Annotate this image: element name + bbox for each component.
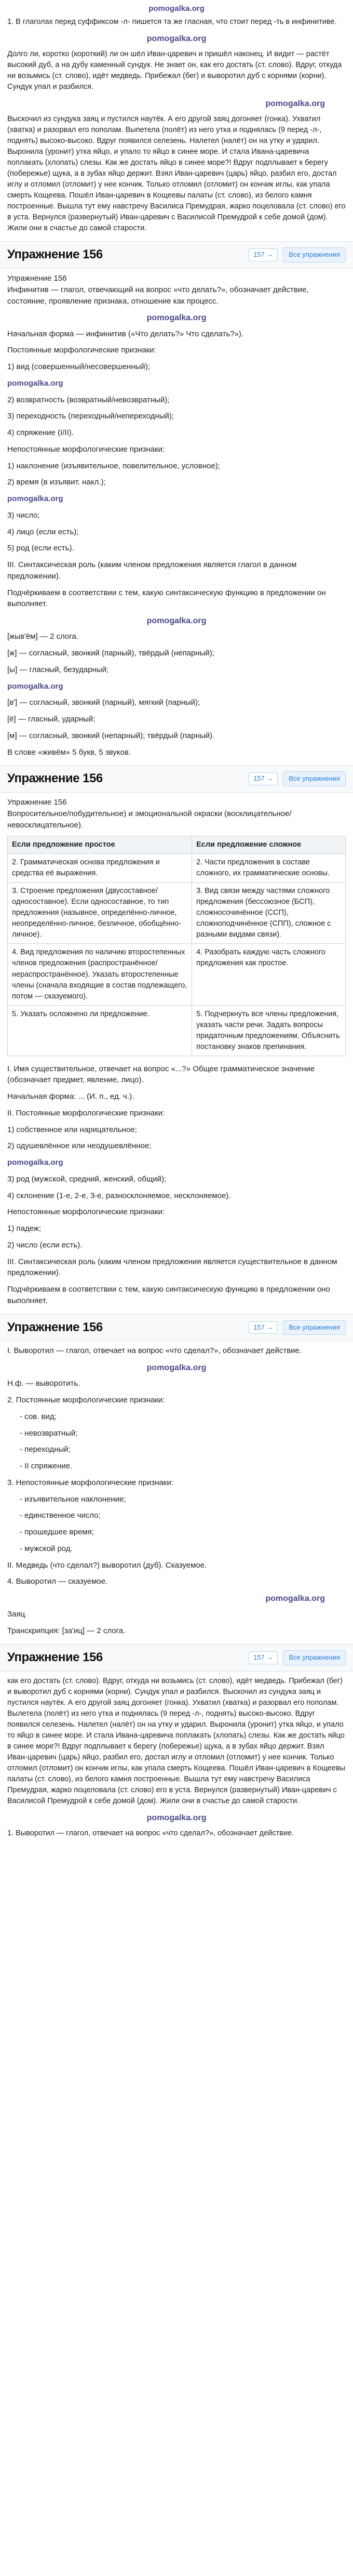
table-cell: 2. Части предложения в составе сложного, их грамматические основы. [192,854,346,883]
initial-form: Начальная форма: ... (И. п., ед. ч.). [7,1092,134,1101]
text-paragraph: Выскочил из сундука заяц и пустился наутёк. А его другой заяц догоняет (гонка). Ухватил (хватка) и разорвал его пополам. Выпетела (полёт) из него утка и поднялась (9 перед -л-, поднять) высоко-высоко. Вдруг появился селезень. Налетел (налёт) он на утку и ударил. Выронила (уронит) утка яйцо, и упало то яйцо в синее море. И стала Ивана-царевича поплакать (хлопать) слезы. Как же достать яйцо в синее море?! Вдруг подплывает к берегу (побережье) щука, а в зубах яйцо держит. Взял Иван-царевич (царь) яйцо, разбил его, достал иглу и отломил (отломит) у нее кончик. Только отломил (отломит) он кончик иглы, как упала смерть Кощеева. Пошёл Иван-царевич в Кощеевы палаты (ст. слово), из белого камня построенные. Вышла тут ему навстречу Василиса Премудрая, жарко поцеловала (ст. слово) его в уста. Вернулся (развернутый) Иван-царевич с Василисой Премудрой к себе домой (дом). Жили они в счастье до самой старости. [7,115,346,233]
exercise-title: Упражнение 156 [7,771,103,786]
initial-form: Н.ф. — выворотить. [7,1379,80,1388]
list-item: [в'] — согласный, звонкий (парный), мягкий (парный); [7,698,200,707]
list-item: В слове «живём» 5 букв, 5 звуков. [7,747,131,757]
watermark: pomogalka.org [146,616,207,626]
list-item: [ж] — согласный, звонкий (парный), твёрдый (непарный); [7,649,214,658]
list-item: - невозвратный; [20,1428,78,1438]
table-cell: 4. Разобрать каждую часть сложного предложения как простое. [192,944,346,1005]
list-item: 2) число (если есть). [7,1240,83,1250]
watermark: pomogalka.org [146,1363,207,1373]
next-exercise-link[interactable]: 157 → [249,248,278,261]
list-item: 3) переходность (переходный/непереходный); [7,412,174,421]
exercise-title: Упражнение 156 [7,247,103,262]
watermark: pomogalka.org [7,681,63,691]
list-item: 4) склонение (1-е, 2-е, 3-е, разносклоняемое, несклоняемое). [7,1191,231,1200]
text-paragraph: как его достать (ст. слово). Вдруг, откуда ни возьмись (ст. слово), идёт медведь. Прибежал (бег) и выворотил дуб с корнями (корни). Сундук упал и разбился. Выскочил из сундука заяц и пустился наутёк. А его другой заяц догоняет (гонка). Ухватил (хватка) и разорвал его пополам. Вылетела (полёт) из него утка и поднялась (9 перед -л-, поднять) высоко-высоко. Вдруг появился селезень. Налетел (налёт) он на утку и ударил. Выронила (уронит) утка яйцо, и упало то яйцо в синее море. И стала Ивана-царевича поплакать (хлопать) слезы. Как же достать яйцо в синее море?! Вдруг подплывает к берегу (побережье) щука, а в зубах яйцо держит. Взял Иван-царевич (царь) яйцо, разбил его, достал иглу и отломил (отломит) у нее кончик. Только отломил (отломит) он кончик иглы, как упала смерть Кощеева. Пошёл Иван-царевич в Кощеевы палаты (ст. слово), из белого камня построенные. Вышла тут ему навстречу Василиса Премудрая, жарко поцеловала (ст. слово) его в уста. Вернулся (развернутый) Иван-царевич с Василисой Премудрой к себе домой (дом). Жили они в счастье до самой старости. [7,1676,345,1805]
site-logo-text[interactable]: pomogalka.org [148,4,205,13]
all-exercises-button[interactable]: Все упражнения [283,247,346,262]
list-item: 1) наклонение (изъявительное, повелительное, условное); [7,461,220,470]
watermark: pomogalka.org [7,1158,63,1167]
list-item: [ы] — гласный, безударный; [7,665,109,674]
next-exercise-link[interactable]: 157 → [249,1651,278,1664]
watermark: pomogalka.org [146,313,207,323]
list-item: 4) спряжение (I/II). [7,428,74,438]
word-heading: Заяц. [7,1610,28,1619]
underline-note: Подчёркиваем в соответствии с тем, какую синтаксическую функцию в предложении оно выполняет. [7,1285,330,1305]
exercise-bar [0,241,353,269]
parsing-table [7,836,346,1056]
exercise-intro: Упражнение 156 Инфинитив — глагол, отвечающий на вопрос «что делать?», обозначает действие, состояние, проявление признака, отношение как процесс. [7,274,309,306]
constant-features-title: 2. Постоянные морфологические признаки: [7,1396,165,1405]
noun-definition: I. Имя существительное, отвечает на вопрос «...?» Общее грамматическое значение (обозначает предмет, явление, лицо). [7,1064,315,1085]
variable-features-list [7,461,346,555]
watermark: pomogalka.org [146,1813,207,1822]
all-exercises-button[interactable]: Все упражнения [283,771,346,786]
table-row [8,854,346,883]
table-row [8,944,346,1005]
table-row [8,1005,346,1056]
phonetic-title: [жыв'ём] — 2 слога. [7,632,78,641]
rule-paragraph: 1. В глаголах перед суффиксом -л- пишется та же гласная, что стоит перед -ть в инфинитиве. [7,17,337,26]
watermark: pomogalka.org [265,99,325,109]
variable-features-title: Непостоянные морфологические признаки: [7,1207,165,1217]
exercise-nav [249,247,346,262]
exercise-bar [0,1314,353,1342]
text-paragraph: Долго ли, коротко (короткий) ли он шёл Иван-царевич и пришёл наконец. И видит — растёт высокий дуб, а на дубу каменный сундук. Не знает он, как его достать (ст. слово). Вдруг, откуда ни возьмись (ст. слово), идёт медведь. Прибежал (бег) и выворотил дуб с корнями (корни). Сундук упал и разбился. [7,49,342,91]
underline-note: Подчёркиваем в соответствии с тем, какую синтаксическую функцию в предложении он выполняет. [7,588,326,609]
table-cell: 2. Грамматическая основа предложения и средства её выражения. [8,854,192,883]
variable-features-list [7,1494,346,1555]
list-item: - изъявительное наклонение; [20,1494,126,1504]
list-item: 5) род (если есть). [7,544,74,553]
list-item: 4) лицо (если есть); [7,527,79,536]
watermark: pomogalka.org [7,494,63,504]
list-item: - II спряжение. [20,1462,73,1471]
exercise-title: Упражнение 156 [7,1650,103,1664]
list-item: [ё] — гласный, ударный; [7,715,96,724]
phonetic-list [7,648,346,758]
list-item: 2) возвратность (возвратный/невозвратный); [7,395,170,404]
watermark: pomogalka.org [7,378,63,388]
table-header: Если предложение простое [8,836,192,854]
verb-definition: 1. Выворотил — глагол, отвечает на вопрос «что сделал?», обозначает действие. [7,1829,294,1837]
list-item: 3) род (мужской, средний, женский, общий); [7,1174,167,1184]
constant-features-list [7,1411,346,1472]
constant-features-title: II. Постоянные морфологические признаки: [7,1108,165,1118]
exercise-intro: Упражнение 156 Вопросительное/побудительное) и эмоциональной окраски (восклицательное/невосклицательное). [7,798,292,830]
list-item: 2) время (в изъявит. накл.); [7,478,106,487]
table-cell: 5. Указать осложнено ли предложение. [8,1005,192,1056]
table-cell: 3. Строение предложения (двусоставное/односоставное). Если односоставное, то тип предложения (назывное, определённо-личное, неопределённо-личное, безличное, обобщённо-личное). [8,883,192,944]
table-header: Если предложение сложное [192,836,346,854]
table-cell: 4. Вид предложения по наличию второстепенных членов предложения (распространённое/нераспространённое). Указать второстепенные члены (сначала входящие в состав подлежащего, потом — сказуемого). [8,944,192,1005]
watermark: pomogalka.org [265,1594,325,1604]
transcription: Транскрипция: [за'иц] — 2 слога. [7,1626,126,1636]
table-cell: 5. Подчеркнуть все члены предложения, указать части речи. Задать вопросы придаточным предложениям. Объяснить постановку знаков препинания. [192,1005,346,1056]
next-exercise-link[interactable]: 157 → [249,772,278,785]
next-exercise-link[interactable]: 157 → [249,1321,278,1334]
table-cell: 3. Вид связи между частями сложного предложения (бессоюзное (БСП), сложносочинённое (ССП), сложноподчинённое (СПП), сложное с разными видами связи). [192,883,346,944]
list-item: [м] — согласный, звонкий (непарный); твёрдый (парный). [7,731,215,740]
table-header-row [8,836,346,854]
initial-form: Начальная форма — инфинитив («Что делать?» Что сделать?»). [7,329,243,338]
exercise-title: Упражнение 156 [7,1320,103,1334]
list-item: - сов. вид; [20,1412,57,1421]
verb-definition: I. Выворотил — глагол, отвечает на вопрос «что сделал?», обозначает действие. [7,1346,302,1356]
constant-features-title: Постоянные морфологические признаки: [7,346,156,355]
syntax-role: III. Синтаксическая роль (каким членом предложения является существительное в данном предложении). [7,1257,337,1278]
exercise-bar [0,765,353,793]
exercise-bar [0,1644,353,1672]
list-item: - единственное число; [20,1511,101,1520]
variable-features-title: Непостоянные морфологические признаки: [7,444,165,454]
constant-features-list [7,361,346,439]
watermark: pomogalka.org [146,34,207,43]
list-item: 1) вид (совершенный/несовершенный); [7,362,150,372]
syntax-role: III. Синтаксическая роль (каким членом предложения является глагол в данном предложении). [7,560,297,581]
table-row [8,883,346,944]
site-header[interactable] [0,0,353,17]
exercise-nav [249,1320,346,1335]
all-exercises-button[interactable]: Все упражнения [283,1320,346,1335]
syntax-role: II. Медведь (что сделал?) выворотил (дуб). Сказуемое. [7,1560,207,1570]
word-role: 4. Выворотил — сказуемое. [7,1577,108,1586]
list-item: 1) собственное или нарицательное; [7,1125,137,1134]
all-exercises-button[interactable]: Все упражнения [283,1650,346,1665]
list-item: 2) одушевлённое или неодушевлённое; [7,1141,152,1151]
list-item: 3) число; [7,510,40,520]
exercise-nav [249,1650,346,1665]
list-item: - мужской род. [20,1544,73,1553]
exercise-nav [249,771,346,786]
variable-features-title: 3. Непостоянные морфологические признаки: [7,1478,173,1487]
list-item: - прошедшее время; [20,1528,94,1537]
constant-features-list [7,1124,346,1202]
page-content [0,17,353,1839]
variable-features-list [7,1223,346,1251]
list-item: 1) падеж; [7,1224,42,1233]
list-item: - переходный; [20,1445,71,1454]
